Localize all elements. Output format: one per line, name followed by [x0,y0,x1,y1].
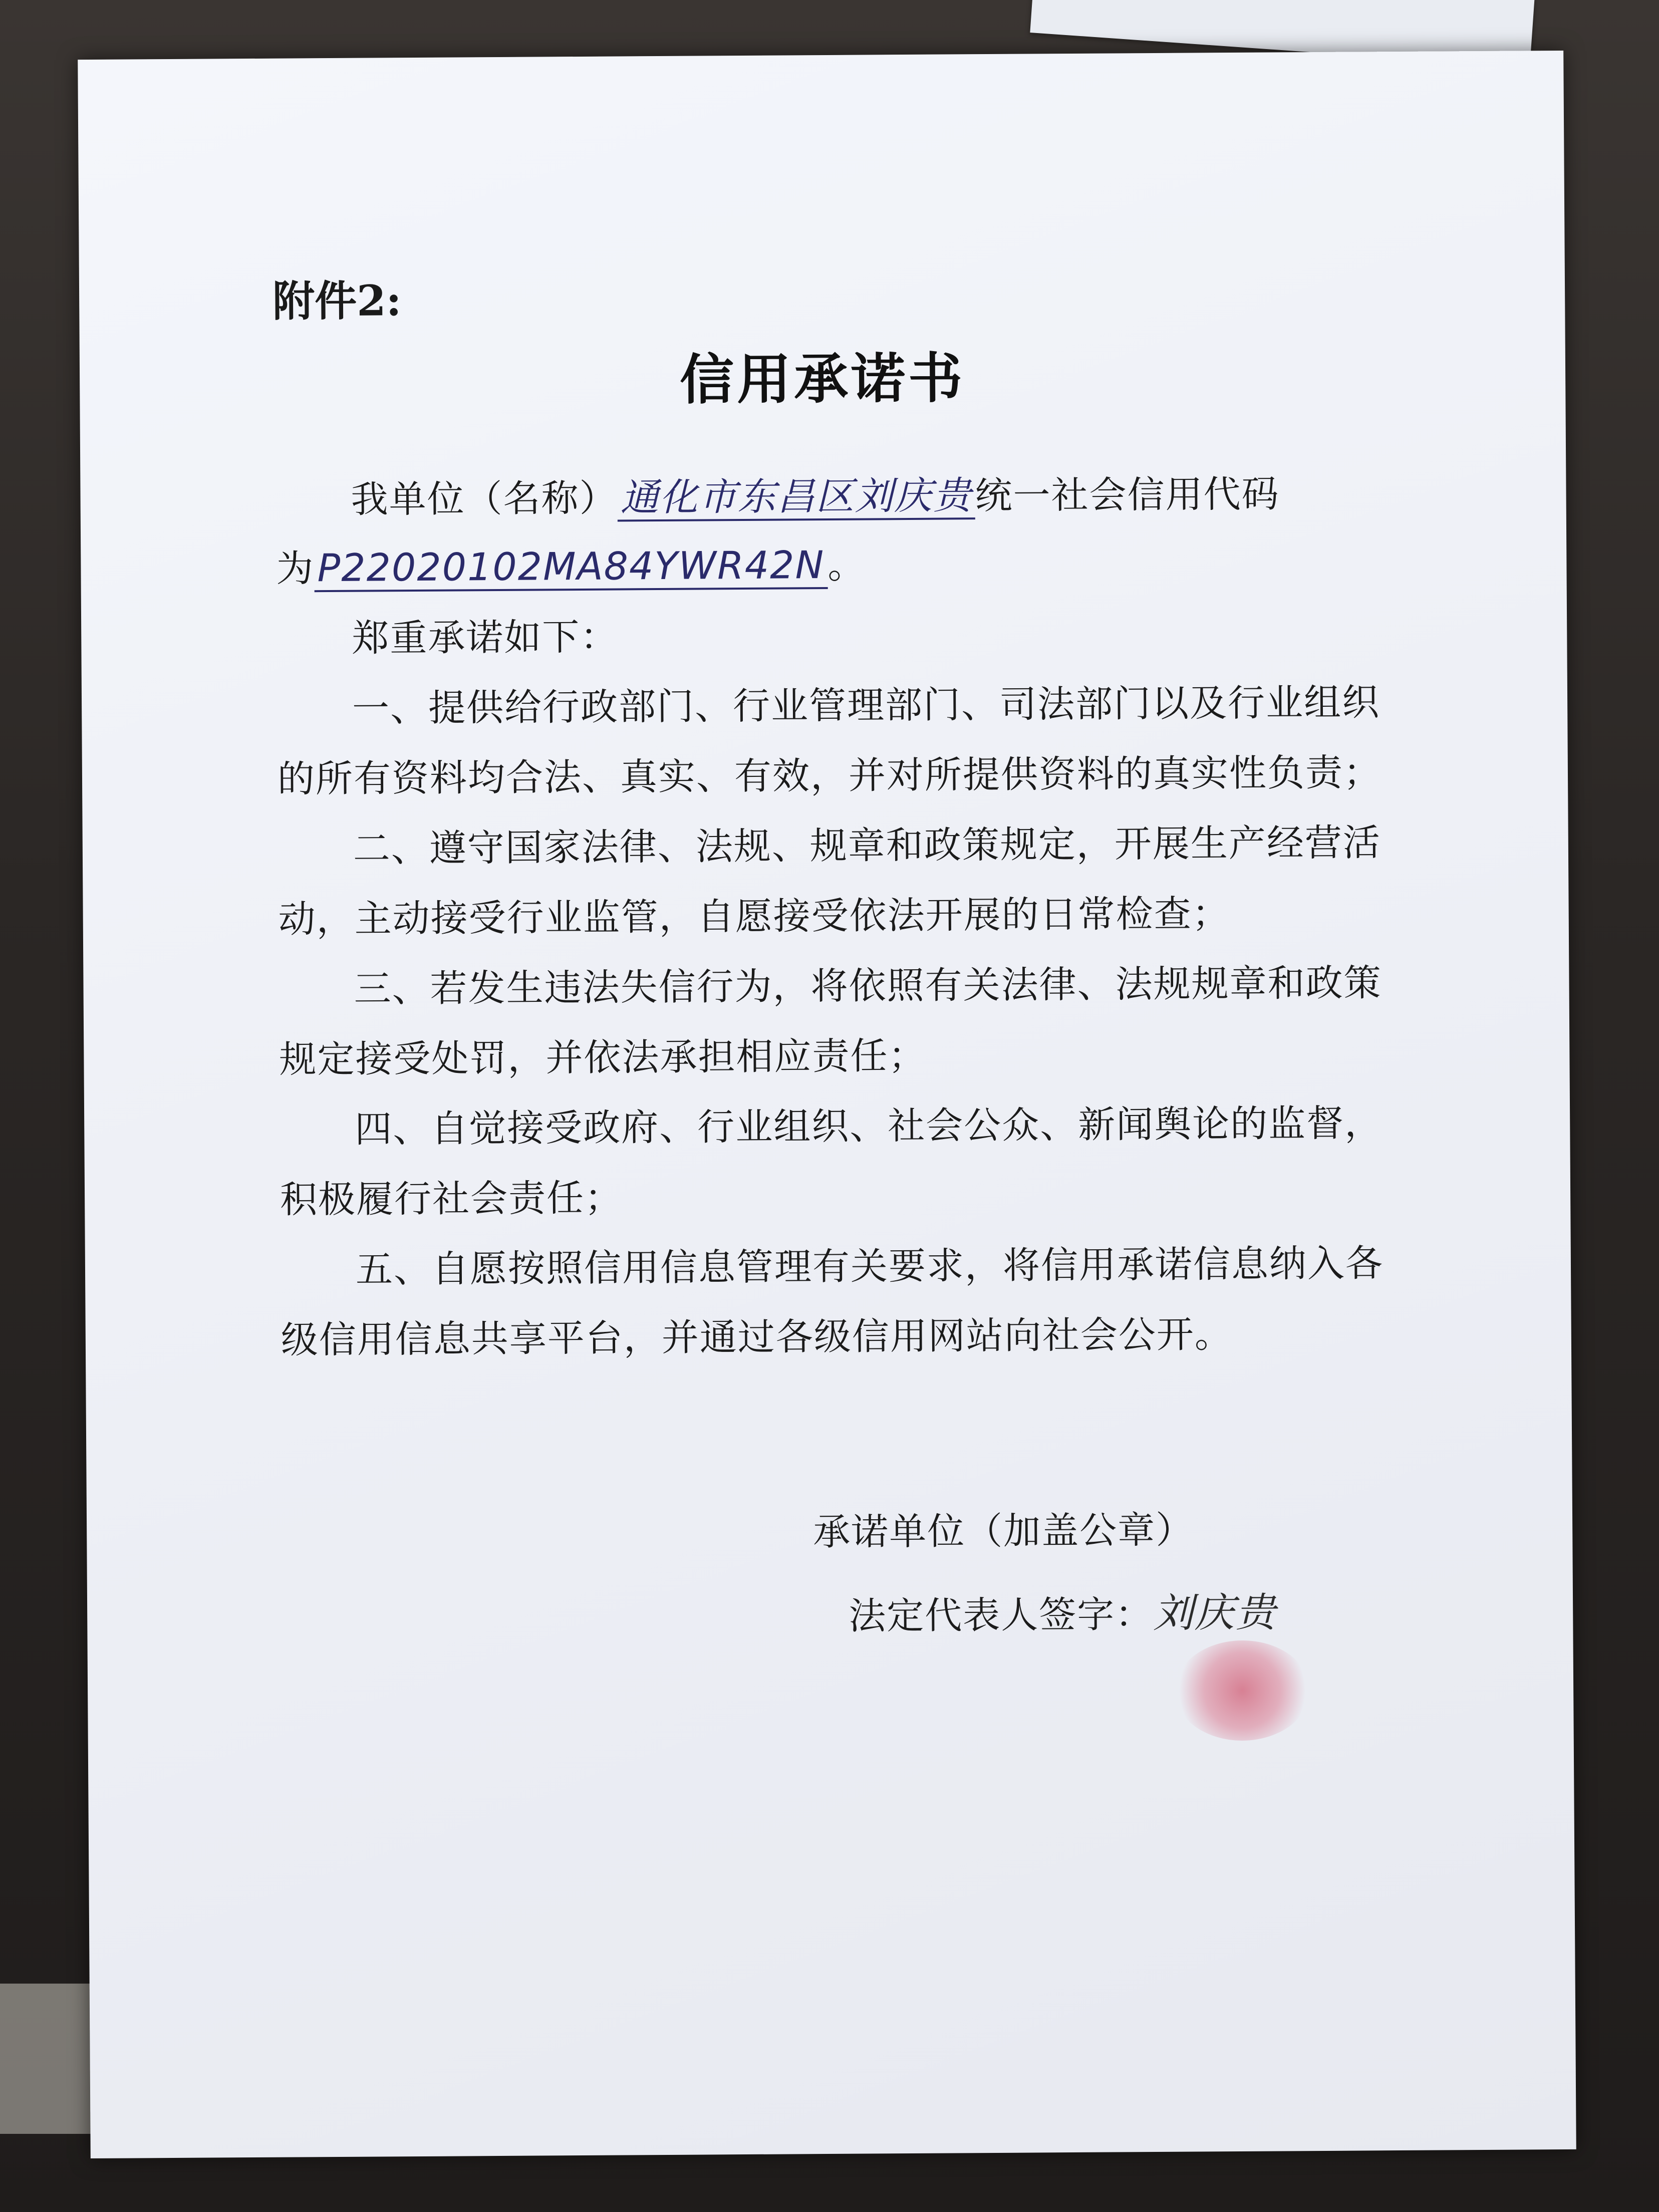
commitment-unit-label: 承诺单位（加盖公章） [812,1508,1194,1554]
legal-rep-signature-line [849,1580,1277,1640]
intro-end: 。 [827,543,866,587]
item-3-line-1: 三、若发生违法失信行为，将依照有关法律、法规规章和政策 [354,961,1382,1011]
attachment-label: 附件2: [272,275,402,326]
item-5-line-2: 级信用信息共享平台，并通过各级信用网站向社会公开。 [281,1313,1233,1362]
intro-prefix2: 为 [276,547,315,591]
credit-code-handwritten: P22020102MA84YWR42N [314,542,827,592]
commitment-heading: 郑重承诺如下： [352,615,619,660]
item-2-line-1: 二、遵守国家法律、法规、规章和政策规定，开展生产经营活 [353,821,1381,871]
item-3-line-2: 规定接受处罚，并依法承担相应责任； [279,1034,927,1081]
item-4-line-1: 四、自觉接受政府、行业组织、社会公众、新闻舆论的监督， [355,1101,1383,1151]
intro-line-2 [276,536,866,593]
legal-rep-signature-handwritten: 刘庆贵 [1153,1589,1277,1637]
item-1-line-1: 一、提供给行政部门、行业管理部门、司法部门以及行业组织 [352,681,1380,730]
company-name-handwritten: 通化市东昌区刘庆贵 [617,473,975,521]
item-1-line-2: 的所有资料均合法、真实、有效，并对所提供资料的真实性负责； [277,751,1382,801]
intro-prefix: 我单位（名称） [351,476,618,521]
document-title: 信用承诺书 [679,347,966,412]
credit-commitment-document [78,51,1576,2158]
item-4-line-2: 积极履行社会责任； [280,1176,623,1222]
intro-middle: 统一社会信用代码 [975,472,1280,518]
red-fingerprint-seal [1175,1640,1310,1741]
item-2-line-2: 动，主动接受行业监管，自愿接受依法开展的日常检查； [278,892,1230,941]
item-5-line-1: 五、自愿按照信用信息管理有关要求，将信用承诺信息纳入各 [355,1242,1384,1291]
legal-rep-label: 法定代表人签字： [848,1593,1154,1638]
intro-line-1 [351,463,1280,523]
